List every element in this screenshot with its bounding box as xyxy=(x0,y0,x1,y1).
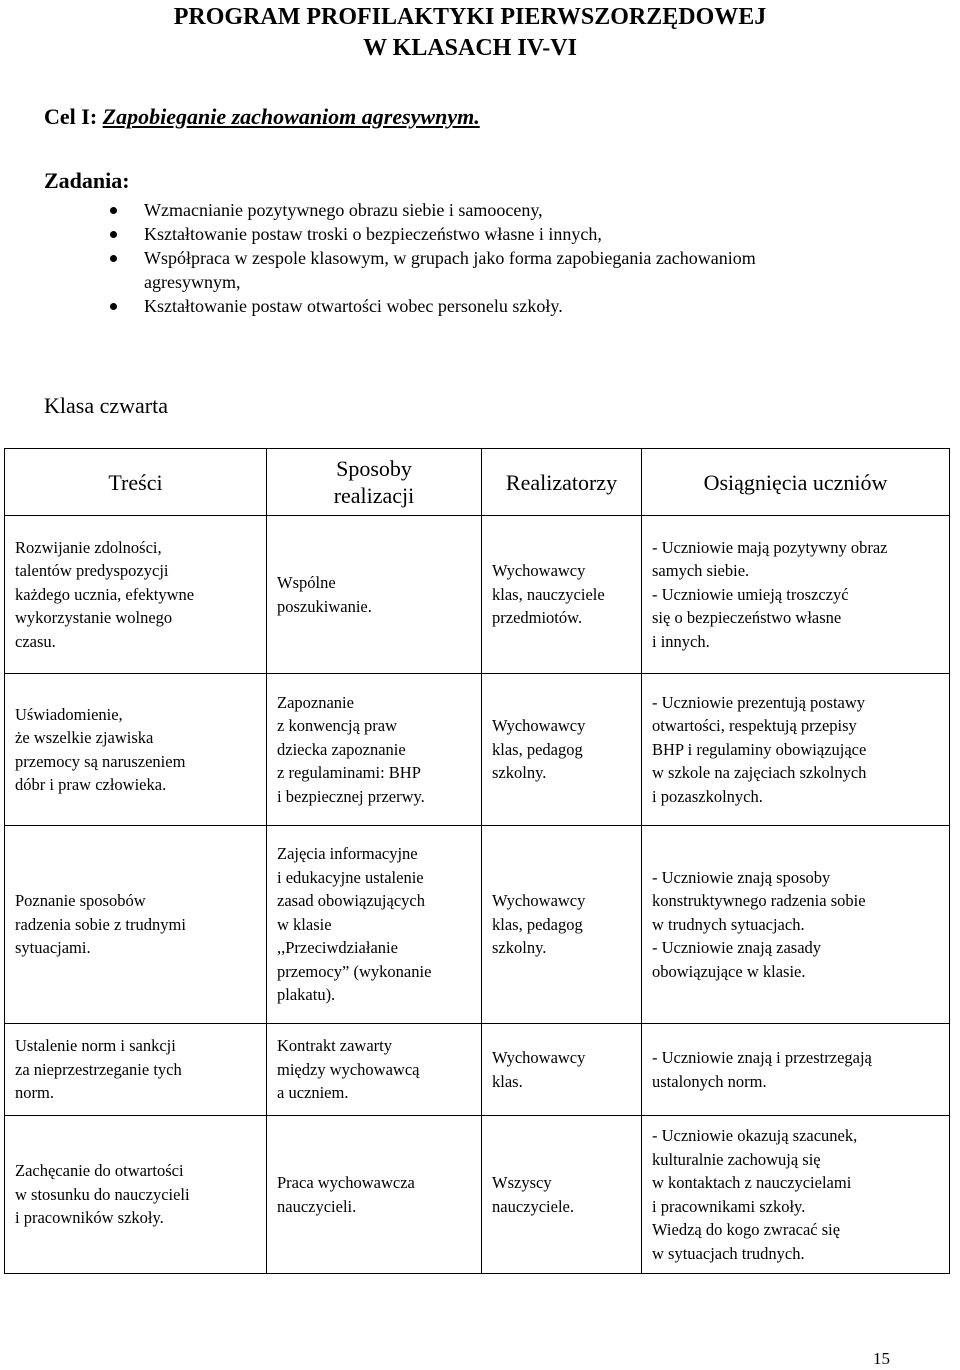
title-line-2: W KLASACH IV-VI xyxy=(363,35,577,61)
cell-line: - Uczniowie okazują szacunek, xyxy=(652,1126,858,1145)
cell-executors xyxy=(482,674,642,826)
cell-line: i pracowników szkoły. xyxy=(15,1208,164,1228)
cell-line: ,,Przeciwdziałanie xyxy=(277,938,398,958)
header-methods-line: realizacji xyxy=(333,483,415,508)
task-item: Współpraca w zespole klasowym, w grupach jako forma zapobiegania zachowaniom agresywnym, xyxy=(110,246,830,294)
cell-methods xyxy=(267,826,482,1024)
cell-achievements xyxy=(642,1116,950,1274)
cell-achievements xyxy=(642,826,950,1024)
cell-line: Poznanie sposobów xyxy=(15,891,146,911)
cell-line: Wychowawcy xyxy=(492,1048,586,1067)
cell-line: kulturalnie zachowują się xyxy=(652,1149,821,1169)
table-row xyxy=(5,1116,950,1274)
cell-line: w stosunku do nauczycieli xyxy=(15,1184,190,1204)
header-content: Treści xyxy=(5,449,267,516)
cell-line: Zapoznanie xyxy=(277,692,354,712)
cell-line: szkolny. xyxy=(492,938,547,958)
header-executors: Realizatorzy xyxy=(482,449,642,516)
cell-executors xyxy=(482,516,642,674)
cell-line: Wszyscy xyxy=(492,1173,552,1192)
cell-line: - Uczniowie znają sposoby xyxy=(652,867,831,887)
cell-line: - Uczniowie znają i przestrzegają xyxy=(652,1048,872,1067)
cell-line: w szkole na zajęciach szkolnych xyxy=(652,763,867,783)
cell-line: klas. xyxy=(492,1071,523,1091)
cell-line: każdego ucznia, efektywne xyxy=(15,584,195,604)
cell-line: przemocy są naruszeniem xyxy=(15,751,186,771)
cell-line: - Uczniowie znają zasady xyxy=(652,938,822,958)
cell-line: czasu. xyxy=(15,631,56,651)
cell-line: - Uczniowie prezentują postawy xyxy=(652,692,866,712)
cell-achievements xyxy=(642,1024,950,1116)
cell-line: Ustalenie norm i sankcji xyxy=(15,1036,176,1056)
cell-line: klas, pedagog xyxy=(492,914,583,934)
table-body xyxy=(5,516,950,1274)
tasks-list xyxy=(110,198,830,318)
table-row xyxy=(5,826,950,1024)
cell-line: Wspólne xyxy=(277,573,336,592)
cell-line: - Uczniowie mają pozytywny obraz xyxy=(652,537,888,557)
cell-line: w sytuacjach trudnych. xyxy=(652,1243,805,1263)
cell-line: konstruktywnego radzenia sobie xyxy=(652,891,866,911)
cell-line: Rozwijanie zdolności, xyxy=(15,537,162,557)
cell-line: klas, nauczyciele xyxy=(492,584,605,604)
cell-line: samych siebie. xyxy=(652,561,750,581)
cell-executors xyxy=(482,1116,642,1274)
cell-line: Wiedzą do kogo zwracać się xyxy=(652,1220,841,1239)
program-table xyxy=(4,448,950,1274)
goal-label: Cel I: xyxy=(44,104,98,129)
cell-line: Zajęcia informacyjne xyxy=(277,844,418,864)
cell-line: za nieprzestrzeganie tych xyxy=(15,1059,182,1079)
cell-line: przemocy” (wykonanie xyxy=(277,961,432,981)
document-title xyxy=(0,2,940,64)
cell-line: zasad obowiązujących xyxy=(277,891,425,911)
cell-line: norm. xyxy=(15,1083,54,1103)
cell-line: w trudnych sytuacjach. xyxy=(652,914,805,934)
goal-value: Zapobieganie zachowaniom agresywnym. xyxy=(102,104,480,129)
cell-line: z konwencją praw xyxy=(277,716,398,736)
table-header-row xyxy=(5,449,950,516)
cell-line: między wychowawcą xyxy=(277,1059,420,1079)
page-number: 15 xyxy=(873,1349,890,1368)
cell-line: dziecka zapoznanie xyxy=(277,739,406,759)
table-row xyxy=(5,674,950,826)
cell-line: BHP i regulaminy obowiązujące xyxy=(652,739,867,759)
cell-line: w kontaktach z nauczycielami xyxy=(652,1173,852,1192)
cell-line: i edukacyjne ustalenie xyxy=(277,867,424,887)
cell-line: Wychowawcy xyxy=(492,716,586,736)
cell-line: Kontrakt zawarty xyxy=(277,1036,392,1056)
cell-line: Wychowawcy xyxy=(492,891,586,911)
cell-methods xyxy=(267,516,482,674)
header-achievements: Osiągnięcia uczniów xyxy=(642,449,950,516)
cell-methods xyxy=(267,674,482,826)
cell-line: i bezpiecznej przerwy. xyxy=(277,786,425,806)
title-line-1: PROGRAM PROFILAKTYKI PIERWSZORZĘDOWEJ xyxy=(173,4,767,30)
tasks-heading: Zadania: xyxy=(44,168,130,193)
cell-line: a uczniem. xyxy=(277,1083,349,1103)
goal-heading xyxy=(44,104,480,130)
cell-content xyxy=(5,1024,267,1116)
cell-line: plakatu). xyxy=(277,985,336,1005)
cell-content xyxy=(5,516,267,674)
task-item: Wzmacnianie pozytywnego obrazu siebie i samooceny, xyxy=(110,198,830,222)
cell-line: ustalonych norm. xyxy=(652,1071,767,1091)
cell-line: przedmiotów. xyxy=(492,608,583,628)
task-item: Kształtowanie postaw otwartości wobec personelu szkoły. xyxy=(110,294,830,318)
cell-line: sytuacjami. xyxy=(15,938,91,958)
cell-line: talentów predyspozycji xyxy=(15,561,169,581)
cell-line: nauczyciele. xyxy=(492,1196,574,1216)
cell-line: otwartości, respektują przepisy xyxy=(652,716,857,736)
cell-line: nauczycieli. xyxy=(277,1196,357,1216)
task-item: Kształtowanie postaw troski o bezpieczeństwo własne i innych, xyxy=(110,222,830,246)
table-row xyxy=(5,1024,950,1116)
header-methods xyxy=(267,449,482,516)
cell-line: i pracownikami szkoły. xyxy=(652,1196,806,1216)
table-row xyxy=(5,516,950,674)
cell-achievements xyxy=(642,674,950,826)
cell-line: się o bezpieczeństwo własne xyxy=(652,608,842,628)
cell-content xyxy=(5,826,267,1024)
cell-line: obowiązujące w klasie. xyxy=(652,961,806,981)
header-methods-line: Sposoby xyxy=(336,456,412,481)
cell-line: wykorzystanie wolnego xyxy=(15,608,173,628)
cell-line: w klasie xyxy=(277,914,332,934)
cell-line: Zachęcanie do otwartości xyxy=(15,1161,184,1181)
cell-line: i innych. xyxy=(652,631,710,651)
cell-methods xyxy=(267,1116,482,1274)
cell-line: - Uczniowie umieją troszczyć xyxy=(652,584,849,604)
cell-line: radzenia sobie z trudnymi xyxy=(15,914,186,934)
cell-line: że wszelkie zjawiska xyxy=(15,728,154,747)
cell-executors xyxy=(482,1024,642,1116)
cell-line: klas, pedagog xyxy=(492,739,583,759)
cell-line: poszukiwanie. xyxy=(277,596,372,616)
cell-line: i pozaszkolnych. xyxy=(652,786,763,806)
cell-line: Uświadomienie, xyxy=(15,704,123,724)
cell-methods xyxy=(267,1024,482,1116)
cell-executors xyxy=(482,826,642,1024)
cell-line: z regulaminami: BHP xyxy=(277,763,421,783)
cell-achievements xyxy=(642,516,950,674)
cell-line: szkolny. xyxy=(492,763,547,783)
cell-content xyxy=(5,1116,267,1274)
cell-content xyxy=(5,674,267,826)
cell-line: Wychowawcy xyxy=(492,561,586,581)
class-label: Klasa czwarta xyxy=(44,393,168,418)
cell-line: Praca wychowawcza xyxy=(277,1173,415,1192)
cell-line: dóbr i praw człowieka. xyxy=(15,775,167,794)
